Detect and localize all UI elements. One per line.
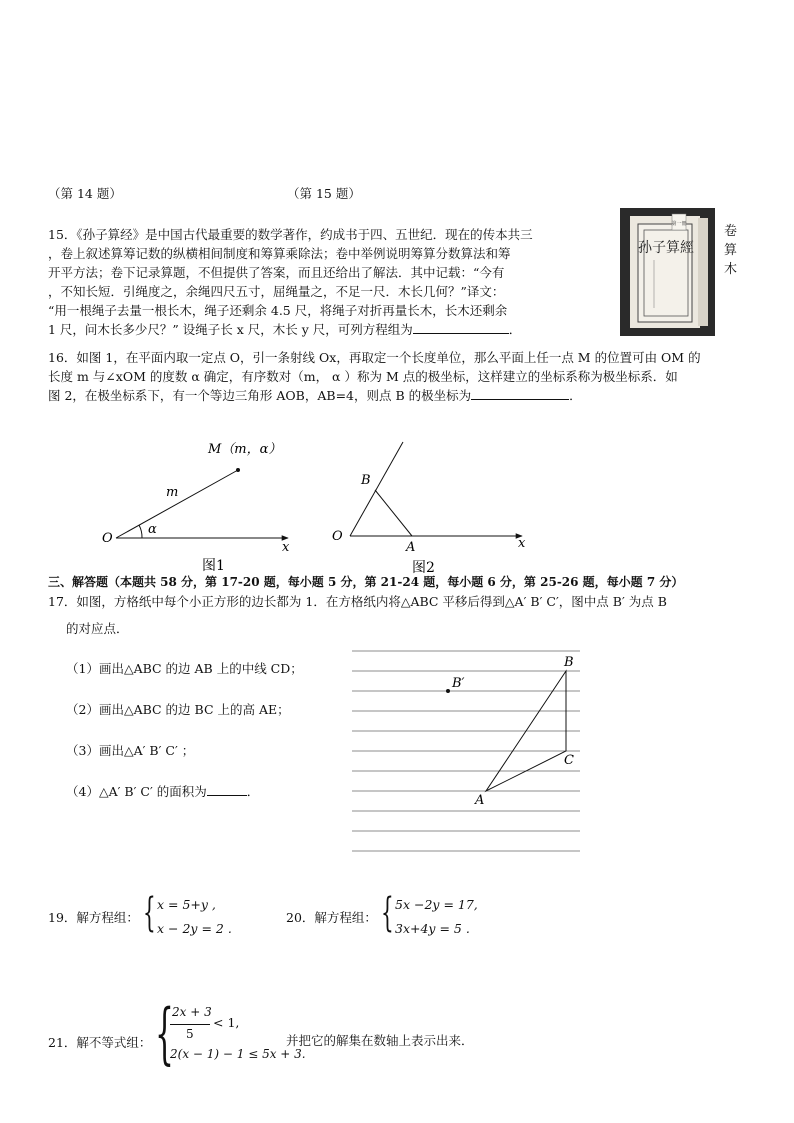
fig2-ray [350,442,403,536]
fig1-label-x: x [282,540,290,555]
book-small-label: 第一冊 [671,221,687,227]
fig2-side-ab [375,490,412,536]
q15-side-char-3: 木 [724,262,738,277]
fig1-point-m [236,468,240,472]
point-b-prime [446,689,450,693]
q19-eq-2: x − 2y = 2 . [157,921,232,936]
q17-item-3: （3）画出△A′ B′ C′ ； [66,743,195,758]
q15-line-6 [48,320,521,339]
caption-fig15: （第 15 题） [287,186,361,201]
q17-line-2: 的对应点． [66,621,129,636]
q17-item-4-text: （4）△A′ B′ C′ 的面积为 [66,784,207,799]
q15-line-2: ，卷上叙述算筹记数的纵横相间制度和筹算乘除法；卷中举例说明筹算分数算法和筹 [48,246,511,261]
q21-brace: { [155,995,174,1072]
grid-lines [352,651,580,851]
q15-line-4: ，不知长短．引绳度之，余绳四尺五寸，屈绳量之，不足一尺．木长几何？”译文： [48,284,505,299]
fig1-caption: 图1 [202,558,225,574]
q17-item-4 [66,782,259,801]
caption-fig14: （第 14 题） [48,186,122,201]
q20-label: 20．解方程组： [286,910,377,925]
fig2-label-x: x [518,536,526,551]
book-title: 孙子算經 [638,240,694,256]
q16-line-1: 16．如图 1，在平面内取一定点 O，引一条射线 Ox，再取定一个长度单位，那么平面上任一点 M 的位置可由 OM 的 [48,350,701,365]
q21-denominator: 5 [186,1027,194,1041]
q17-grid-figure [350,646,586,858]
q21-numerator: 2x + 3 [172,1005,212,1019]
q19-brace: { [143,890,156,936]
q17-item-2: （2）画出△ABC 的边 BC 上的高 AE； [66,702,290,717]
label-B: B [564,655,574,670]
q17-item-4-end: ． [246,784,260,799]
q15-line-5: “用一根绳子去量一根长木，绳子还剩余 4.5 尺，将绳子对折再量长木，长木还剩余 [48,303,508,318]
polar-figures [90,420,550,580]
fig1-label-O: O [102,531,113,546]
q21-label: 21．解不等式组： [48,1035,152,1050]
q16-line-3 [48,386,582,405]
fig2-label-O: O [332,529,343,544]
fig1-label-M: M（m，α） [208,442,282,457]
q20-brace: { [381,890,394,936]
q17-area-blank[interactable] [207,783,247,796]
q21-tail: 并把它的解集在数轴上表示出来． [286,1033,474,1048]
fig1-label-m: m [166,485,179,500]
q15-side-char-1: 卷 [724,224,738,239]
q15-line-6-text: 1 尺，问木长多少尺？” 设绳子长 x 尺，木长 y 尺，可列方程组为 [48,322,413,337]
label-A: A [475,793,485,808]
label-B-prime: B′ [452,676,465,691]
label-C: C [564,753,574,768]
book-cover-image [620,208,715,336]
q21-eq-2: 2(x − 1) − 1 ≤ 5x + 3. [170,1047,306,1061]
q15-line-3: 开平方法；卷下记录算题，不但提供了答案，而且还给出了解法．其中记载：“今有 [48,265,505,280]
q21-rel-1: < 1, [213,1015,240,1030]
q15-side-char-2: 算 [724,243,738,258]
q16-answer-blank[interactable] [471,387,569,400]
section-3-header: 三、解答题（本题共 58 分，第 17-20 题，每小题 5 分，第 21-24 题，每小题 6 分，第 25-26 题，每小题 7 分） [48,575,684,589]
q17-item-1: （1）画出△ABC 的边 AB 上的中线 CD； [66,661,303,676]
q20-eq-2: 3x+4y = 5 . [395,921,470,936]
q15-line-1: 15．《孙子算经》是中国古代最重要的数学著作，约成书于四、五世纪．现在的传本共三 [48,227,533,242]
q16-line-2: 长度 m 与∠xOM 的度数 α 确定，有序数对（m， α ）称为 M 点的极坐标，这样建立的坐标系称为极坐标系．如 [48,369,678,384]
fig1-om-ray [116,470,238,538]
fig1-angle-arc [139,525,142,538]
q19-eq-1: x = 5+y , [157,897,216,912]
q17-line-1: 17．如图，方格纸中每个小正方形的边长都为 1．在方格纸内将△ABC 平移后得到△A′ B′ C′，图中点 B′ 为点 B [48,594,667,609]
q16-end: ． [569,388,582,403]
q15-answer-blank[interactable] [413,321,509,334]
q15-end: ． [508,322,522,337]
q19-label: 19．解方程组： [48,910,139,925]
fig2-label-A: A [406,540,416,555]
q16-line-3-text: 图 2，在极坐标系下，有一个等边三角形 AOB，AB=4，则点 B 的极坐标为 [48,388,472,403]
fig2-label-B: B [361,473,371,488]
q21-fraction-bar [170,1024,210,1025]
fig2-caption: 图2 [412,560,435,576]
fig1-label-alpha: α [148,522,157,537]
q20-eq-1: 5x −2y = 17, [395,897,478,912]
